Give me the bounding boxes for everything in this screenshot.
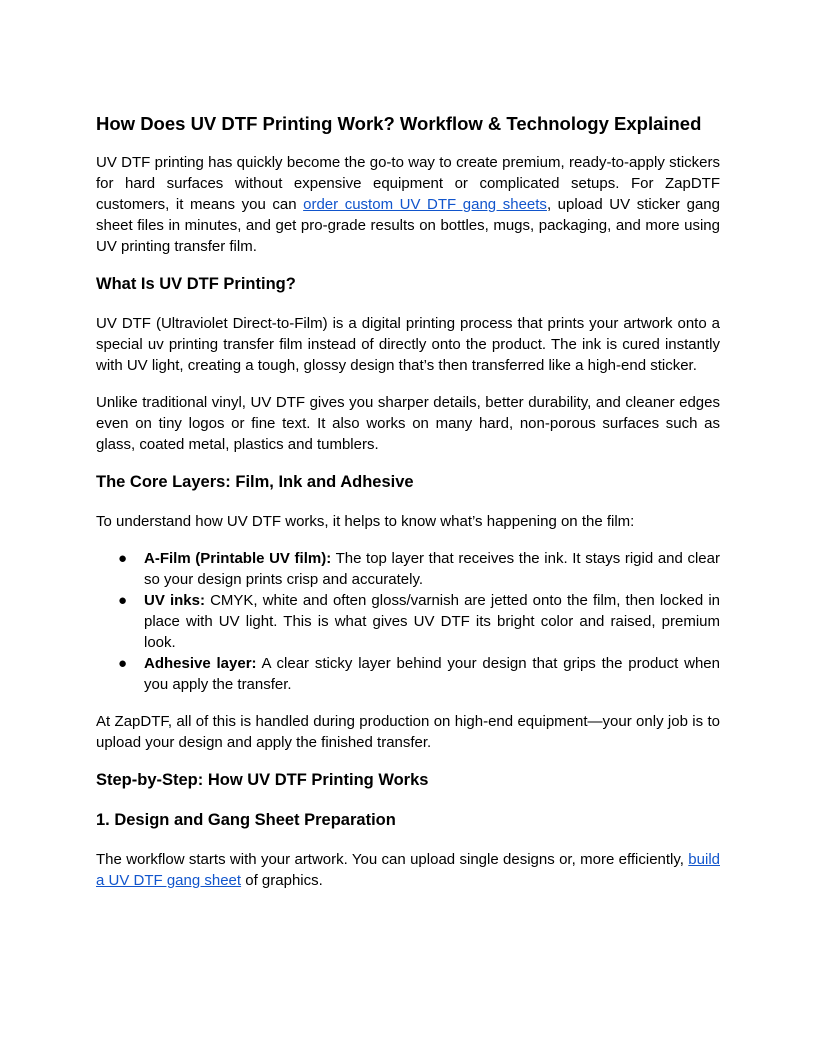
- what-is-paragraph-1: UV DTF (Ultraviolet Direct‑to‑Film) is a digital printing process that prints your artwork onto a special uv printing transfer film instead of directly onto the product. The ink is cured instantly with UV light, creating a tough, glossy design that’s then transferred like a high‑end sticker.: [96, 315, 720, 374]
- document-body: [96, 112, 720, 907]
- bullet-icon: ●: [118, 592, 128, 609]
- list-item-text: A clear sticky layer behind your design that grips the product when you apply the transfer.: [144, 655, 720, 693]
- design-prep-text-before: The workflow starts with your artwork. You can upload single designs or, more efficiently,: [96, 851, 689, 868]
- core-layers-list: [96, 548, 720, 695]
- list-item-label: UV inks:: [144, 592, 205, 609]
- list-item-label: Adhesive layer:: [144, 655, 257, 672]
- list-item-text: The top layer that receives the ink. It stays rigid and clear so your design prints crisp and accurately.: [144, 550, 720, 588]
- list-item: [96, 548, 720, 590]
- intro-text-after: , upload UV sticker gang sheet files in minutes, and get pro-grade results on bottles, mugs, packaging, and more using UV printing transfer film.: [96, 196, 720, 255]
- build-gang-sheet-link[interactable]: build a UV DTF gang sheet: [96, 851, 720, 889]
- intro-text-before: UV DTF printing has quickly become the go-to way to create premium, ready-to-apply stickers for hard surfaces without expensive equipment or complicated setups. For ZapDTF customers, it means you can: [96, 154, 720, 213]
- list-item: [96, 653, 720, 695]
- intro-paragraph: [96, 152, 720, 257]
- order-gang-sheets-link[interactable]: order custom UV DTF gang sheets: [303, 196, 547, 213]
- list-item: [96, 590, 720, 653]
- core-layers-intro: To understand how UV DTF works, it helps to know what’s happening on the film:: [96, 513, 635, 530]
- list-item-text: CMYK, white and often gloss/varnish are jetted onto the film, then locked in place with UV light. This is what gives UV DTF its bright color and raised, premium look.: [144, 592, 720, 651]
- bullet-icon: ●: [118, 655, 128, 672]
- section-heading-core-layers: The Core Layers: Film, Ink and Adhesive: [96, 473, 414, 491]
- design-prep-text-after: of graphics.: [241, 872, 323, 889]
- what-is-paragraph-2: Unlike traditional vinyl, UV DTF gives you sharper details, better durability, and cleaner edges even on tiny logos or fine text. It also works on many hard, non‑porous surfaces such as glass, coated metal, plastics and tumblers.: [96, 394, 720, 453]
- design-prep-paragraph: [96, 849, 720, 891]
- list-item-label: A‑Film (Printable UV film):: [144, 550, 332, 567]
- core-layers-outro: At ZapDTF, all of this is handled during production on high‑end equipment—your only job is to upload your design and apply the finished transfer.: [96, 713, 720, 751]
- section-heading-step-by-step: Step‑by‑Step: How UV DTF Printing Works: [96, 771, 429, 789]
- page-title: How Does UV DTF Printing Work? Workflow & Technology Explained: [96, 113, 702, 134]
- section-heading-design-prep: 1. Design and Gang Sheet Preparation: [96, 811, 396, 829]
- section-heading-what-is: What Is UV DTF Printing?: [96, 275, 296, 293]
- bullet-icon: ●: [118, 550, 128, 567]
